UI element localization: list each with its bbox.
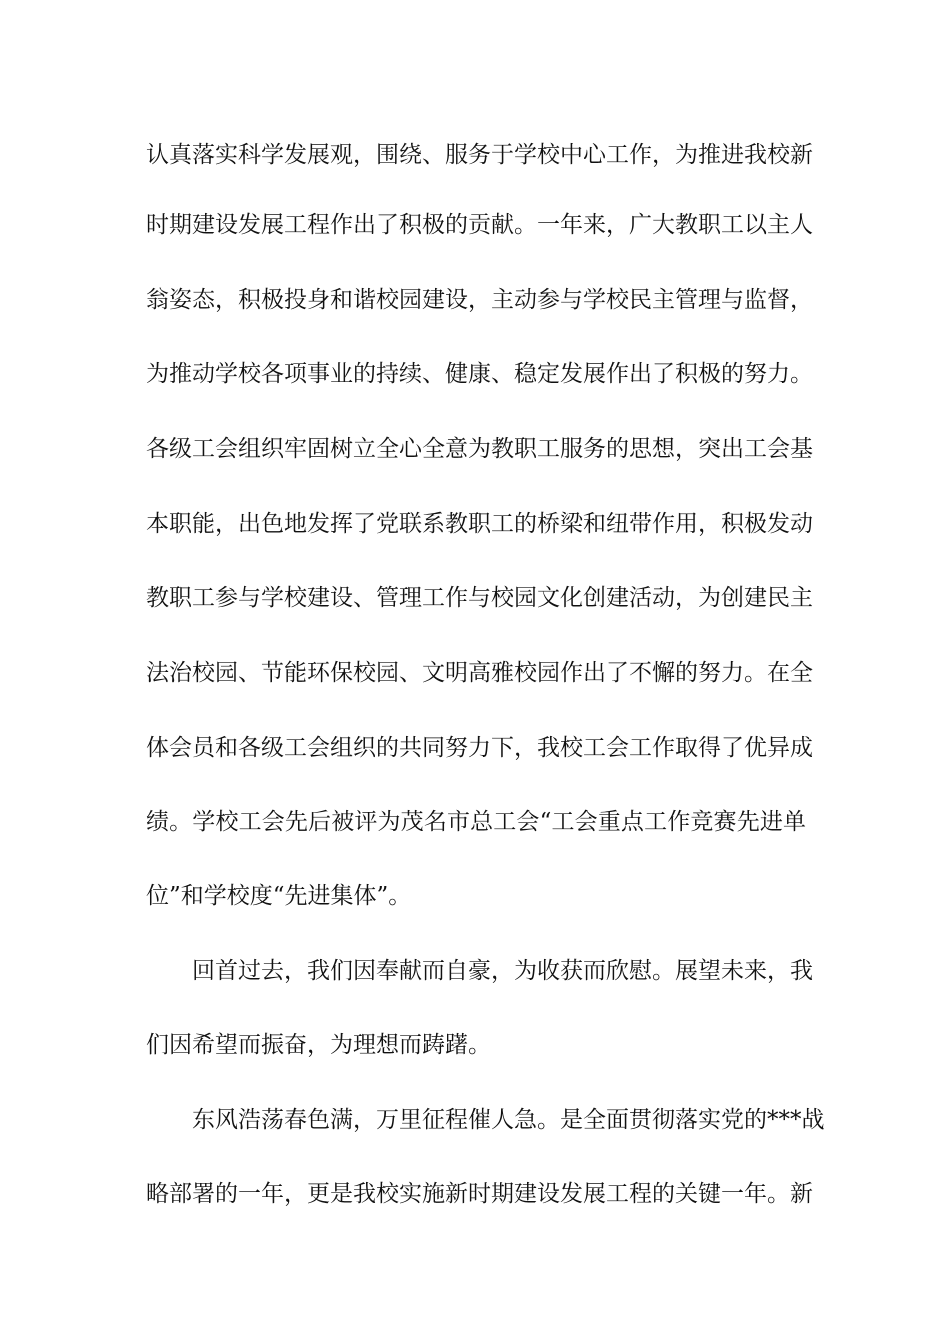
text-line-11: 位”和学校度“先进集体”。 (146, 883, 412, 909)
text-line-13: 们因希望而振奋，为理想而踌躇。 (146, 1032, 491, 1058)
text-line-3: 翁姿态，积极投身和谐校园建设，主动参与学校民主管理与监督， (146, 287, 813, 313)
text-line-10: 绩。学校工会先后被评为茂名市总工会“工会重点工作竞赛先进单 (146, 809, 806, 835)
text-line-4: 为推动学校各项事业的持续、健康、稳定发展作出了积极的努力。 (146, 361, 813, 387)
text-line-12: 回首过去，我们因奉献而自豪，为收获而欣慰。展望未来，我 (192, 958, 813, 984)
text-line-7: 教职工参与学校建设、管理工作与校园文化创建活动，为创建民主 (146, 585, 813, 611)
text-line-2: 时期建设发展工程作出了积极的贡献。一年来，广大教职工以主人 (146, 212, 813, 238)
text-line-14: 东风浩荡春色满，万里征程催人急。是全面贯彻落实党的***战 (192, 1107, 825, 1133)
text-line-1: 认真落实科学发展观，围绕、服务于学校中心工作，为推进我校新 (146, 142, 813, 168)
text-line-5: 各级工会组织牢固树立全心全意为教职工服务的思想，突出工会基 (146, 436, 813, 462)
text-line-6: 本职能，出色地发挥了党联系教职工的桥梁和纽带作用，积极发动 (146, 511, 813, 537)
text-line-9: 体会员和各级工会组织的共同努力下，我校工会工作取得了优异成 (146, 735, 813, 761)
text-line-15: 略部署的一年，更是我校实施新时期建设发展工程的关键一年。新 (146, 1181, 813, 1207)
text-line-8: 法治校园、节能环保校园、文明高雅校园作出了不懈的努力。在全 (146, 660, 813, 686)
